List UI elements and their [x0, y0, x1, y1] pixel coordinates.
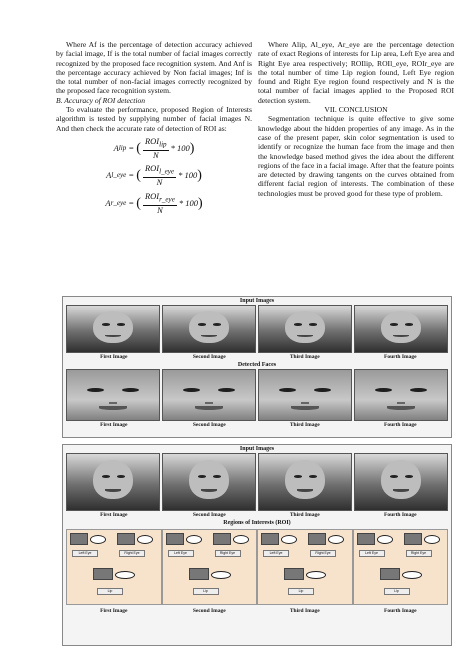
equation-left-eye: A l_eye = ( $\frac{ROI_{l\_eye}}{N}$ * 100 ) [106, 163, 202, 188]
input-image-3 [258, 453, 352, 511]
figure1-detected-row [63, 369, 451, 421]
roi-panel-4 [353, 529, 449, 605]
lip-thumbnail [380, 568, 400, 580]
figure-regions-of-interest [62, 444, 452, 646]
lip-button[interactable]: Lip [384, 588, 410, 595]
detected-face-1 [66, 369, 160, 421]
caption-second-image: Second Image [192, 608, 226, 614]
input-image-1 [66, 305, 160, 353]
conclusion-paragraph: Segmentation technique is quite effective to give some knowledge about the hidden properties of any image. As in the case of the present paper, skin color segmentation is used to identify or recognize the human face from the image and then the knowledge based method gives the idea about the different regions of the face in a facial image. After that the feature points are detected by drawing tangents on the curves obtained from different facial region of interests. The combination of these technologies must be proved good for these type of problem. [258, 114, 454, 198]
lip-contour [115, 571, 135, 579]
input-image-4 [354, 453, 448, 511]
caption-first-image: First Image [100, 512, 128, 518]
right-eye-button[interactable]: Right Eye [215, 550, 241, 557]
caption-third-image: Third Image [289, 422, 320, 428]
left-eye-button[interactable]: Left Eye [168, 550, 194, 557]
caption-second-image: Second Image [192, 512, 226, 518]
left-eye-thumbnail [357, 533, 375, 545]
lip-thumbnail [189, 568, 209, 580]
detected-face-3 [258, 369, 352, 421]
right-eye-button[interactable]: Right Eye [119, 550, 145, 557]
detected-face-4 [354, 369, 448, 421]
input-image-2 [162, 453, 256, 511]
caption-third-image: Third Image [289, 512, 320, 518]
caption-fourth-image: Fourth Image [383, 354, 417, 360]
right-eye-contour [328, 535, 344, 544]
left-paragraph-2: To evaluate the performance, proposed Region of Interests algorithm is tested by supplying number of facial images N. And then check the accurate rate of detection of ROI as: [56, 105, 252, 133]
figure1-input-captions [63, 353, 451, 361]
figure-detected-faces [62, 296, 452, 438]
figure2-input-row [63, 453, 451, 511]
figure2-roi-captions [63, 607, 451, 615]
input-image-4 [354, 305, 448, 353]
lip-button[interactable]: Lip [193, 588, 219, 595]
right-eye-thumbnail [404, 533, 422, 545]
left-eye-button[interactable]: Left Eye [359, 550, 385, 557]
lip-contour [211, 571, 231, 579]
equation-lip: A lip = ( $\frac{ROI_{lip}}{N}$ * 100 ) [113, 135, 195, 160]
lip-contour [306, 571, 326, 579]
left-eye-button[interactable]: Left Eye [263, 550, 289, 557]
caption-fourth-image: Fourth Image [383, 422, 417, 428]
roi-panel-1 [66, 529, 162, 605]
right-eye-button[interactable]: Right Eye [310, 550, 336, 557]
caption-first-image: First Image [100, 422, 128, 428]
figure1-title-input: Input Images [239, 298, 275, 304]
lip-thumbnail [284, 568, 304, 580]
subsection-heading: B. Accuracy of ROI detection [56, 95, 146, 105]
right-eye-thumbnail [308, 533, 326, 545]
left-eye-thumbnail [261, 533, 279, 545]
left-eye-contour [186, 535, 202, 544]
roi-panel-2 [162, 529, 258, 605]
caption-first-image: First Image [100, 608, 128, 614]
right-eye-thumbnail [117, 533, 135, 545]
conclusion-heading: VII. CONCLUSION [324, 105, 388, 115]
input-image-3 [258, 305, 352, 353]
right-eye-contour [424, 535, 440, 544]
equation-right-eye: A r_eye = ( $\frac{ROI_{r\_eye}}{N}$ * 100 ) [105, 190, 203, 215]
caption-fourth-image: Fourth Image [383, 512, 417, 518]
caption-second-image: Second Image [192, 354, 226, 360]
caption-second-image: Second Image [192, 422, 226, 428]
left-eye-thumbnail [166, 533, 184, 545]
left-paragraph-1: Where Af is the percentage of detection accuracy achieved by facial image, If is the total number of facial images correctly recognized by the proposed face recognition system. And Anf is the percentage accuracy achieved by Non facial images; Inf is the total number of non-facial images correctly recognized by the proposed face recognition system. [56, 40, 252, 96]
right-eye-contour [233, 535, 249, 544]
lip-contour [402, 571, 422, 579]
lip-button[interactable]: Lip [288, 588, 314, 595]
caption-first-image: First Image [100, 354, 128, 360]
right-eye-contour [137, 535, 153, 544]
right-eye-thumbnail [213, 533, 231, 545]
roi-panel-3 [257, 529, 353, 605]
lip-button[interactable]: Lip [97, 588, 123, 595]
figure2-roi-row [63, 527, 451, 607]
input-image-2 [162, 305, 256, 353]
left-eye-thumbnail [70, 533, 88, 545]
right-eye-button[interactable]: Right Eye [406, 550, 432, 557]
left-eye-contour [90, 535, 106, 544]
right-column [258, 40, 454, 198]
left-eye-contour [377, 535, 393, 544]
figure1-detected-captions [63, 421, 451, 429]
figure2-title-roi: Regions of Interests (ROI) [223, 520, 291, 526]
left-eye-contour [281, 535, 297, 544]
right-paragraph-1: Where Alip, Al_eye, Ar_eye are the percentage detection rate of exact Regions of interests for Lip area, Left Eye area and Right Eye area respectively; ROIlip, ROIl_eye, ROIr_eye are the total number of time Lip region found, Left Eye region found and Right Eye region found respectively and N is the total number of facial images applied to the Proposed ROI detection system. [258, 40, 454, 105]
figure1-title-detected: Detected Faces [237, 362, 277, 368]
figure2-input-captions [63, 511, 451, 519]
figure2-title-input: Input Images [239, 446, 275, 452]
left-column [56, 40, 252, 219]
lip-thumbnail [93, 568, 113, 580]
figure1-input-row [63, 305, 451, 353]
caption-third-image: Third Image [289, 608, 320, 614]
input-image-1 [66, 453, 160, 511]
caption-fourth-image: Fourth Image [383, 608, 417, 614]
detected-face-2 [162, 369, 256, 421]
caption-third-image: Third Image [289, 354, 320, 360]
left-eye-button[interactable]: Left Eye [72, 550, 98, 557]
